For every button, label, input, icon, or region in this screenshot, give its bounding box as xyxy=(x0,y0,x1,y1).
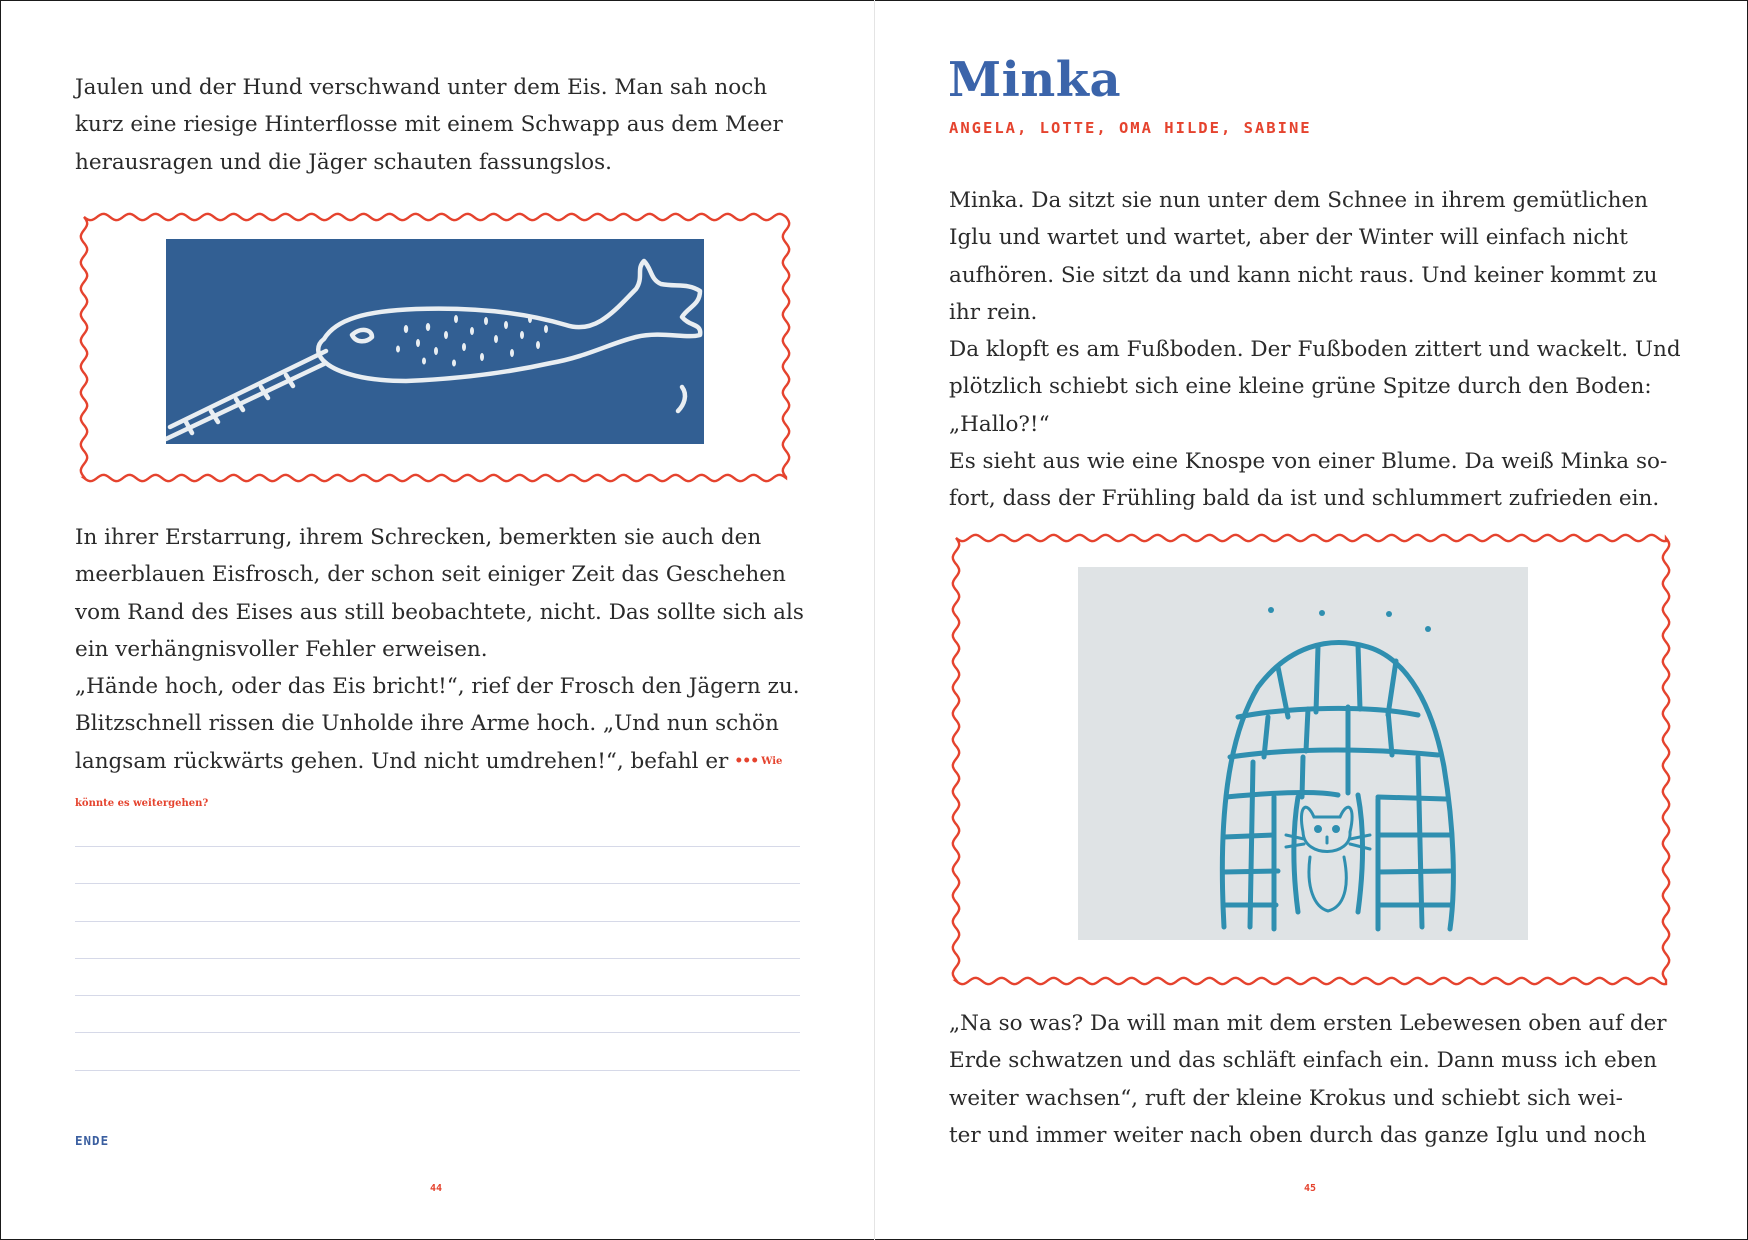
right-paragraph-bottom xyxy=(949,1005,1667,1154)
writing-line xyxy=(75,846,800,847)
text-line: ein verhängnisvoller Fehler erweisen. xyxy=(75,636,488,662)
text-line: ihr rein. xyxy=(949,299,1038,325)
igloo-illustration-frame xyxy=(950,532,1672,987)
page-number-left: 44 xyxy=(430,1183,443,1194)
text-line: „Hallo?!“ xyxy=(949,411,1050,437)
left-paragraph-bottom xyxy=(75,519,804,780)
ellipsis-dots: ••• xyxy=(734,753,759,770)
text-line: aufhören. Sie sitzt da und kann nicht raus. Und keiner kommt zu xyxy=(949,262,1658,288)
text-line: Blitzschnell rissen die Unholde ihre Arme hoch. „Und nun schön xyxy=(75,711,779,737)
left-paragraph-top xyxy=(75,69,783,181)
text-line: kurz eine riesige Hinterflosse mit einem Schwapp aus dem Meer xyxy=(75,112,783,138)
text-line: Da klopft es am Fußboden. Der Fußboden zittert und wackelt. Und xyxy=(949,337,1681,363)
right-paragraph-top xyxy=(949,182,1681,518)
story-title: Minka xyxy=(948,52,1122,108)
text-line: In ihrer Erstarrung, ihrem Schrecken, bemerkten sie auch den xyxy=(75,525,762,550)
text-line: „Na so was? Da will man mit dem ersten Lebewesen oben auf der xyxy=(949,1011,1667,1036)
end-label: ENDE xyxy=(75,1133,110,1148)
text-line: „Hände hoch, oder das Eis bricht!“, rief der Frosch den Jägern zu. xyxy=(75,674,800,700)
writing-line xyxy=(75,1032,800,1033)
text-line: vom Rand des Eises aus still beobachtete, nicht. Das sollte sich als xyxy=(75,599,804,625)
text-line: Minka. Da sitzt sie nun unter dem Schnee in ihrem gemütlichen xyxy=(949,188,1649,213)
text-line: weiter wachsen“, ruft der kleine Krokus und schiebt sich wei- xyxy=(949,1085,1623,1111)
text-line: Es sieht aus wie eine Knospe von einer Blume. Da weiß Minka so- xyxy=(949,449,1668,475)
text-line: fort, dass der Frühling bald da ist und schlummert zufrieden ein. xyxy=(949,486,1660,512)
prompt-text-continued: könnte es weitergehen? xyxy=(75,798,209,809)
writing-lines xyxy=(75,846,800,1107)
text-line-last xyxy=(75,743,804,781)
narwhal-illustration-frame xyxy=(78,211,792,484)
text-line: Jaulen und der Hund verschwand unter dem Eis. Man sah noch xyxy=(75,75,768,100)
narwhal-print xyxy=(166,239,704,444)
text-line: Iglu und wartet und wartet, aber der Winter will einfach nicht xyxy=(949,225,1628,251)
writing-line xyxy=(75,883,800,884)
prompt-text: Wie xyxy=(761,756,783,768)
writing-line xyxy=(75,958,800,959)
writing-line xyxy=(75,921,800,922)
writing-line xyxy=(75,1070,800,1071)
gutter xyxy=(874,0,875,1240)
text-line: herausragen und die Jäger schauten fassungslos. xyxy=(75,149,612,175)
text-line: langsam rückwärts gehen. Und nicht umdrehen!“, befahl er xyxy=(75,748,729,774)
text-line: ter und immer weiter nach oben durch das ganze Iglu und noch xyxy=(949,1122,1647,1148)
text-line: meerblauen Eisfrosch, der schon seit einiger Zeit das Geschehen xyxy=(75,562,786,588)
text-line: plötzlich schiebt sich eine kleine grüne Spitze durch den Boden: xyxy=(949,374,1652,400)
igloo-cat-print xyxy=(1078,567,1528,940)
story-authors: ANGELA, LOTTE, OMA HILDE, SABINE xyxy=(949,119,1312,137)
writing-line xyxy=(75,995,800,996)
text-line: Erde schwatzen und das schläft einfach ein. Dann muss ich eben xyxy=(949,1048,1658,1074)
page-number-right: 45 xyxy=(1304,1183,1317,1194)
